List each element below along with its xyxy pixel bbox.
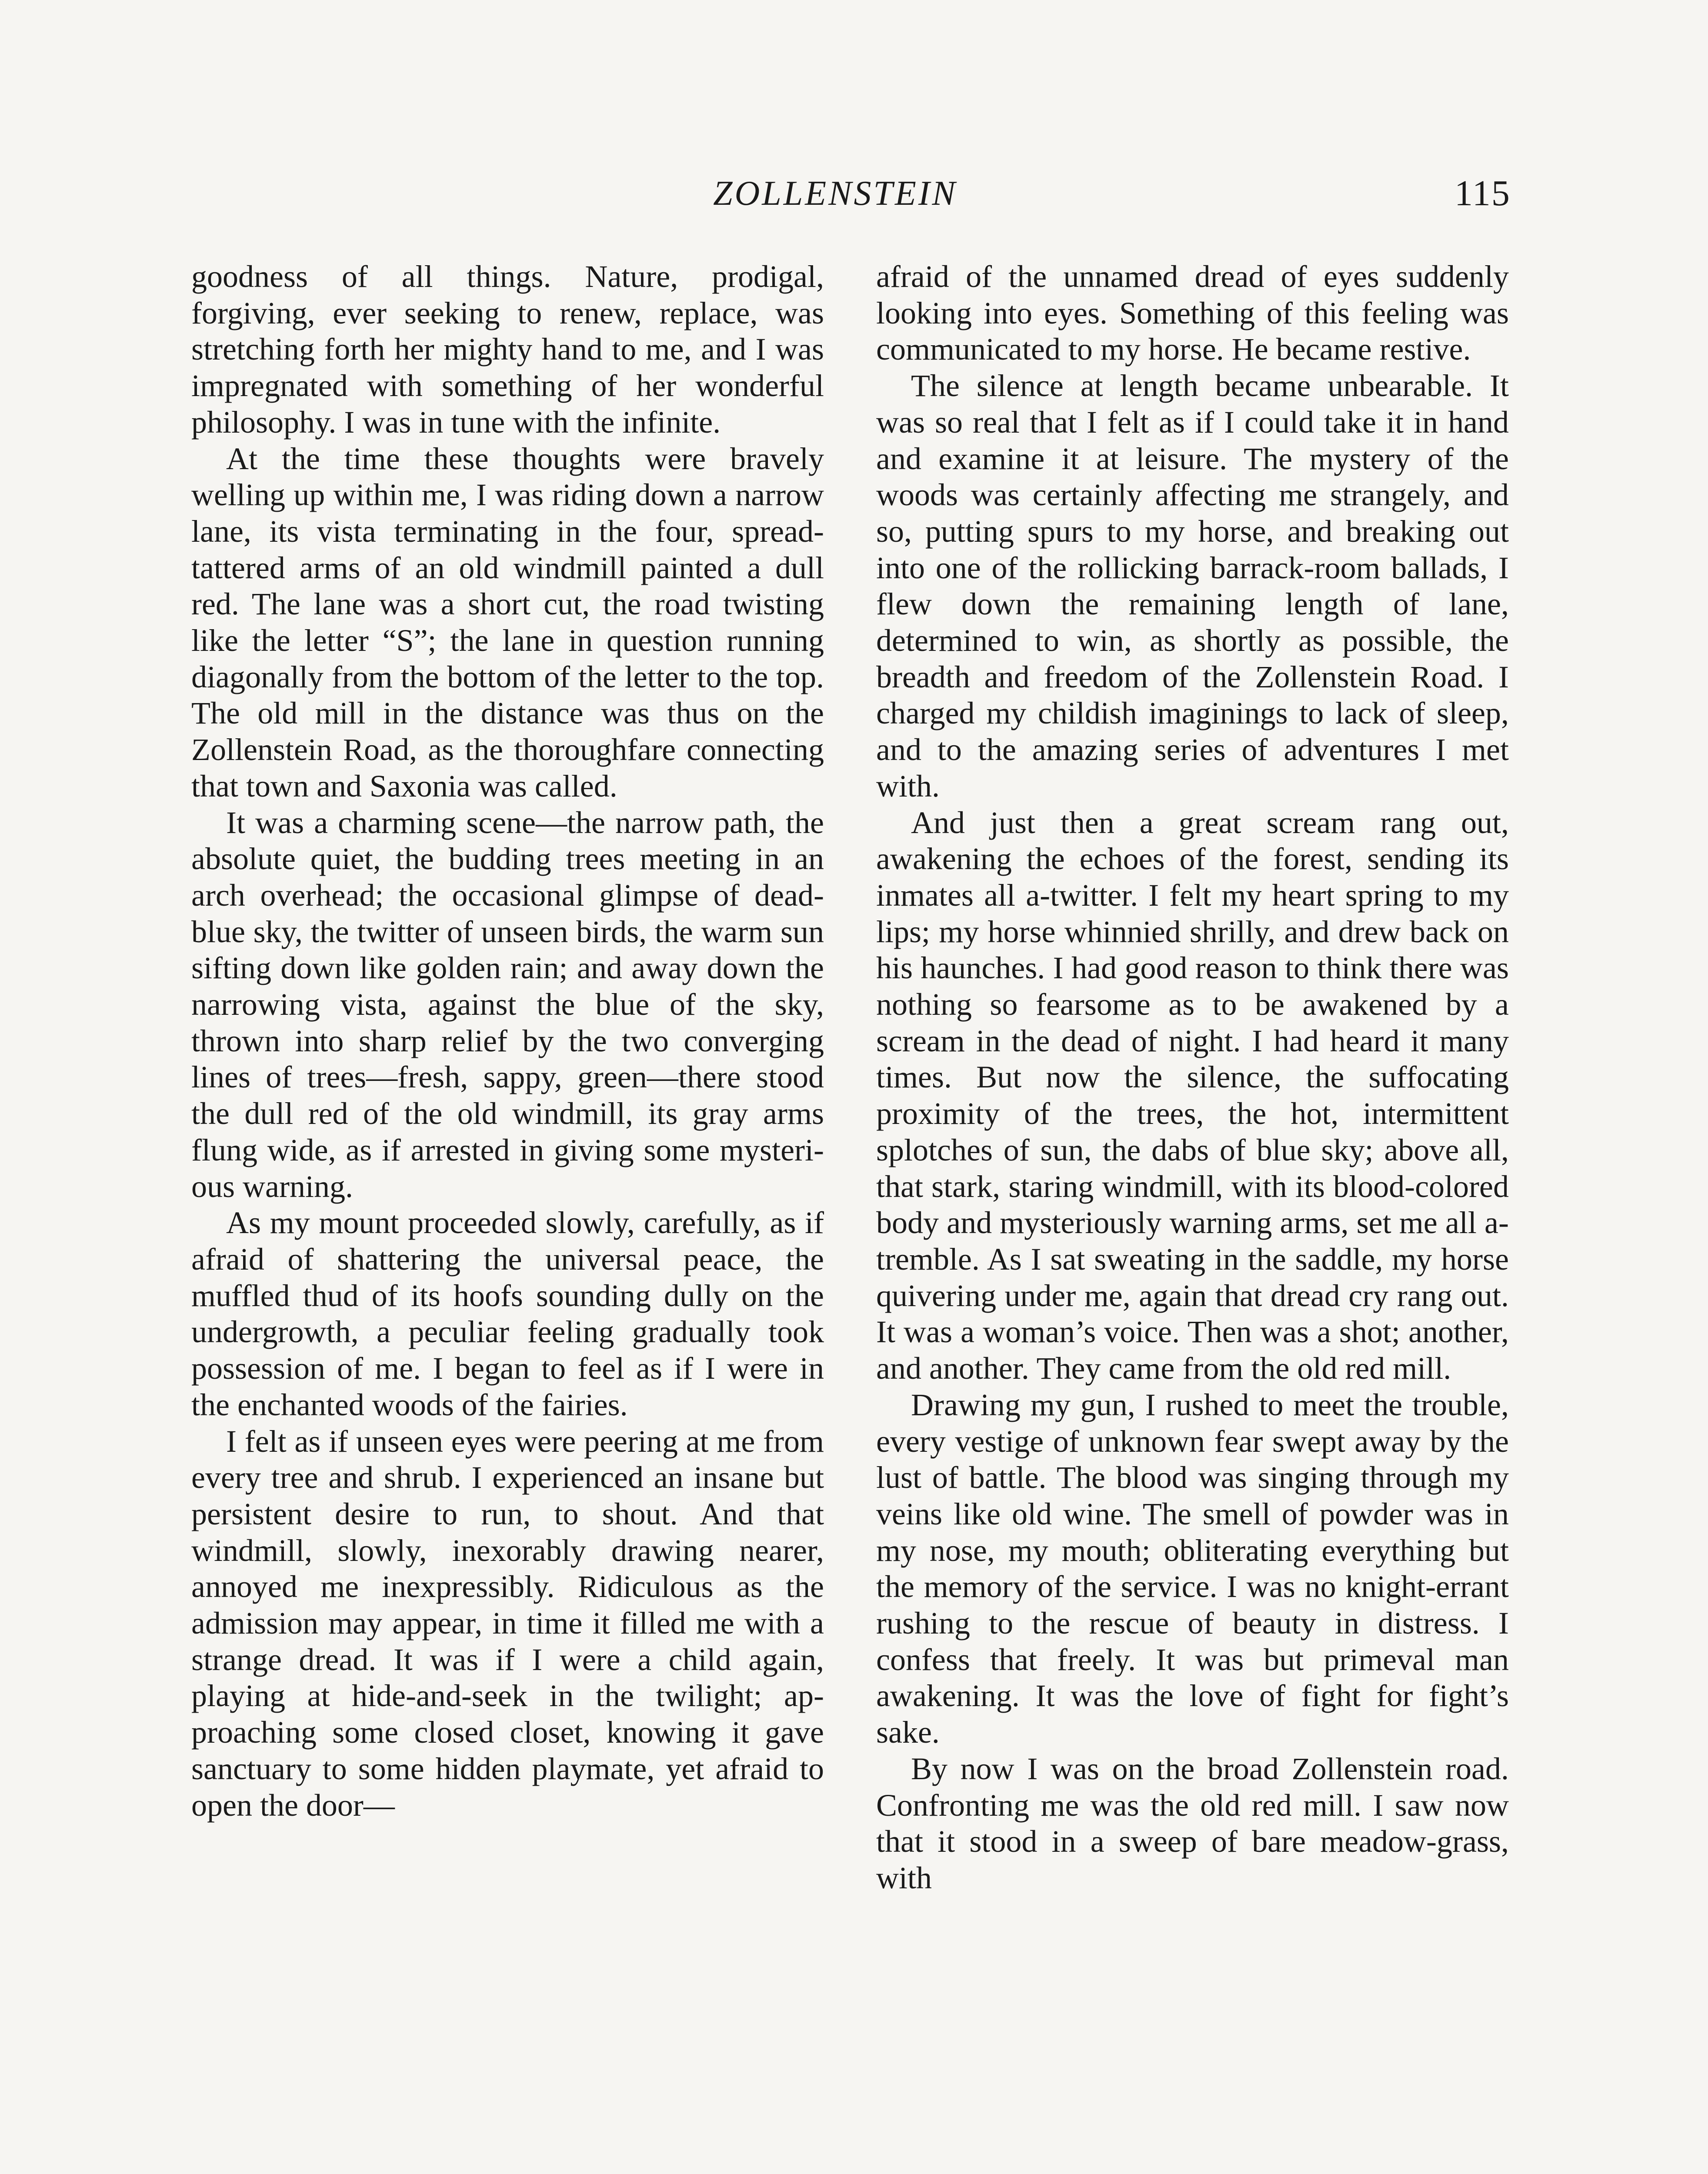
paragraph: Drawing my gun, I rushed to meet the trouble, every vestige of unknown fear swept away by the lust of battle. The blood was singing through my veins like old wine. The smell of powder was in my nose, my mouth; obliterating everything but the memory of the service. I was no knight-errant rushing to the rescue of beauty in distress. I confess that freely. It was but primeval man awakening. It was the love of fight for fight’s sake. [876, 1387, 1509, 1750]
page-number: 115 [1454, 173, 1511, 213]
paragraph: At the time these thoughts were bravely welling up within me, I was riding down a narrow lane, its vista terminating in the four, spread-tattered arms of an old windmill painted a dull red. The lane was a short cut, the road twisting like the letter “S”; the lane in question running diagonally from the bottom of the letter to the top. The old mill in the distance was thus on the Zollenstein Road, as the thoroughfare connecting that town and Saxonia was called. [191, 441, 824, 804]
paragraph: By now I was on the broad Zollenstein road. Confronting me was the old red mill. I saw now that it stood in a sweep of bare meadow-grass, with [876, 1751, 1509, 1895]
running-head [0, 170, 1708, 222]
paragraph: goodness of all things. Nature, prodigal, forgiving, ever seeking to renew, replace, was stretching forth her mighty hand to me, and I was impregnated with something of her wonderful philosophy. I was in tune with the infinite. [191, 259, 824, 440]
paragraph: afraid of the unnamed dread of eyes suddenly looking into eyes. Something of this feeling was communicated to my horse. He became restive. [876, 259, 1509, 367]
left-column [191, 259, 824, 1824]
paragraph: And just then a great scream rang out, awakening the echoes of the forest, sending its inmates all a-twitter. I felt my heart spring to my lips; my horse whinnied shrilly, and drew back on his haunches. I had good reason to think there was nothing so fearsome as to be awakened by a scream in the dead of night. I had heard it many times. But now the silence, the suffocating proximity of the trees, the hot, intermittent splotches of sun, the dabs of blue sky; above all, that stark, staring windmill, with its blood-colored body and mysteriously warning arms, set me all a-tremble. As I sat sweating in the saddle, my horse quivering under me, again that dread cry rang out. It was a woman’s voice. Then was a shot; another, and another. They came from the old red mill. [876, 805, 1509, 1386]
running-title: ZOLLENSTEIN [713, 174, 957, 213]
paragraph: As my mount proceeded slowly, carefully, as if afraid of shattering the universal peace, the muffled thud of its hoofs sounding dully on the undergrowth, a peculiar feeling gradually took possession of me. I began to feel as if I were in the enchanted woods of the fairies. [191, 1205, 824, 1422]
right-column [876, 259, 1509, 1897]
paragraph: I felt as if unseen eyes were peering at me from every tree and shrub. I experienced an insane but persistent desire to run, to shout. And that windmill, slowly, inexorably drawing nearer, annoyed me inexpressibly. Ridiculous as the admission may appear, in time it filled me with a strange dread. It was if I were a child again, playing at hide-and-seek in the twilight; approaching some closed closet, knowing it gave sanctuary to some hidden playmate, yet afraid to open the door— [191, 1424, 824, 1823]
paragraph: The silence at length became unbearable. It was so real that I felt as if I could take it in hand and examine it at leisure. The mystery of the woods was certainly affecting me strangely, and so, putting spurs to my horse, and breaking out into one of the rollicking barrack-room ballads, I flew down the remaining length of lane, determined to win, as shortly as possible, the breadth and freedom of the Zollenstein Road. I charged my childish imaginings to lack of sleep, and to the amazing series of adventures I met with. [876, 368, 1509, 804]
paragraph: It was a charming scene—the narrow path, the absolute quiet, the budding trees meeting in an arch overhead; the occasional glimpse of dead-blue sky, the twitter of unseen birds, the warm sun sifting down like golden rain; and away down the narrowing vista, against the blue of the sky, thrown into sharp relief by the two converging lines of trees—fresh, sappy, green—there stood the dull red of the old windmill, its gray arms flung wide, as if arrested in giving some mysterious warning. [191, 805, 824, 1204]
